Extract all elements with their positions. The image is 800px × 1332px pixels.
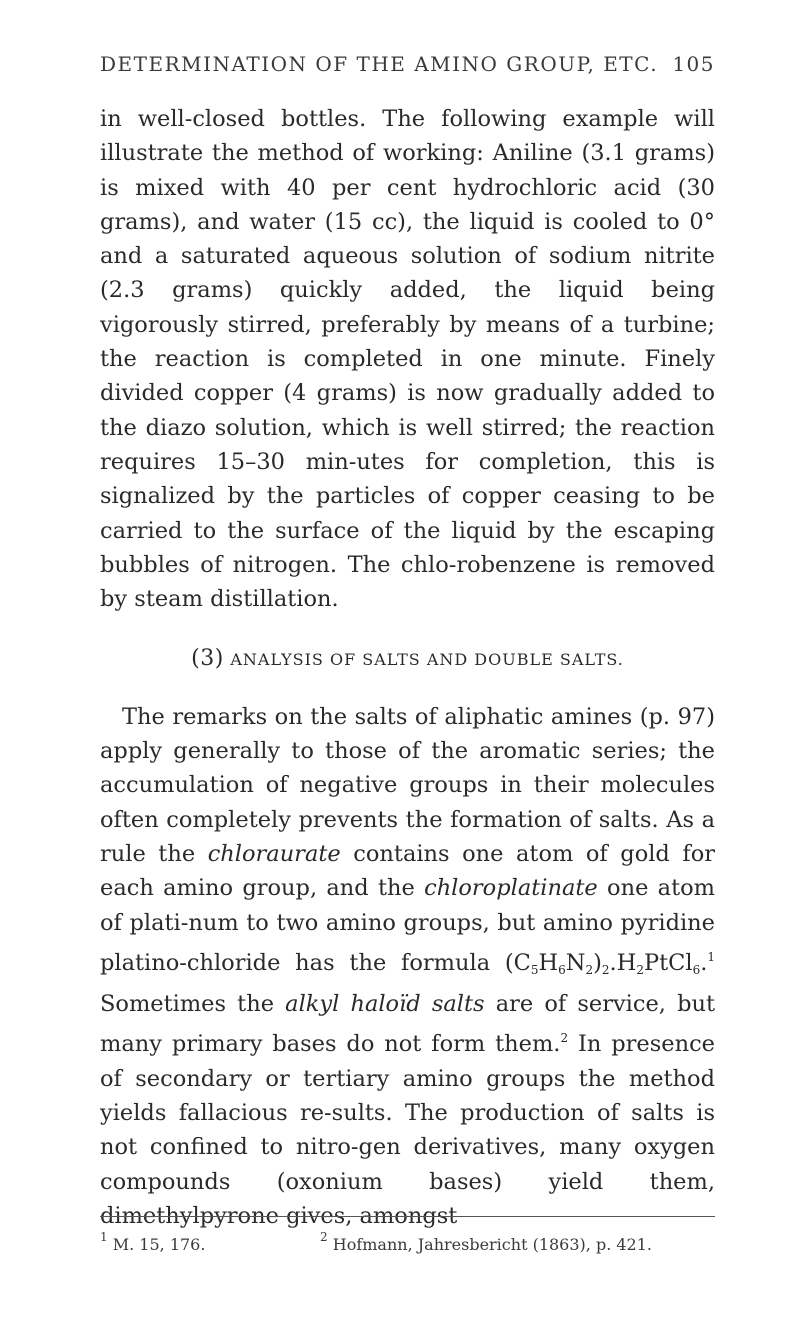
subscript: 5 bbox=[530, 962, 539, 977]
footnote-ref-1: 1 bbox=[707, 949, 715, 964]
section-heading bbox=[100, 642, 715, 677]
text-run: H bbox=[538, 949, 559, 976]
text-run: one atom of plati-num to two amino groups, but amino pyridine platino-chloride has the formula (C bbox=[100, 875, 715, 976]
text-run: are of service, but many primary bases do not form them. bbox=[100, 991, 715, 1058]
section-number: (3) bbox=[191, 646, 224, 672]
body-text bbox=[100, 102, 715, 1233]
footnote-mark: 1 bbox=[100, 1230, 108, 1244]
text-run: PtCl bbox=[643, 949, 693, 976]
subscript: 2 bbox=[585, 962, 594, 977]
text-run: The remarks on the salts of aliphatic amines (p. 97) apply generally to those of the aromatic series; the accumulation of negative groups in their molecules often completely prevents the formation of salts. As a rule the bbox=[100, 703, 715, 867]
running-header bbox=[100, 52, 715, 76]
footnote-1 bbox=[100, 1230, 320, 1254]
subscript: 2 bbox=[601, 962, 610, 977]
subscript: 2 bbox=[636, 962, 644, 977]
text-run: Sometimes the bbox=[100, 991, 275, 1018]
text-run: In presence of secondary or tertiary amino groups the method yields fallacious re-sults. The production of salts is not confined to nitro-gen derivatives, many oxygen compounds (oxonium bases) yield them, dimethylpyrone gives, amongst bbox=[100, 1031, 715, 1229]
footnote-2 bbox=[320, 1230, 652, 1254]
text-run: .H bbox=[609, 949, 637, 976]
text-run: contains one atom of gold for each amino group, and the bbox=[100, 840, 716, 902]
footnote-divider bbox=[100, 1216, 715, 1217]
footnotes bbox=[100, 1230, 715, 1254]
subscript: 6 bbox=[692, 962, 701, 977]
term-alkyl-haloid: alkyl haloïd salts bbox=[285, 991, 485, 1018]
subscript: 6 bbox=[558, 962, 566, 977]
header-title: DETERMINATION OF THE AMINO GROUP, ETC. bbox=[100, 52, 659, 76]
page-number: 105 bbox=[672, 52, 715, 76]
footnote-text: M. 15, 176. bbox=[112, 1235, 206, 1254]
paragraph-1: in well-closed bottles. The following example will illustrate the method of working: Aniline (3.1 grams) is mixed with 40 per cent hydrochloric acid (30 grams), and water (15 cc), the liquid is cooled to 0° and a saturated aqueous solution of sodium nitrite (2.3 grams) quickly added, the liquid being vigorously stirred, preferably by means of a turbine; the reaction is completed in one minute. Finely divided copper (4 grams) is now gradually added to the diazo solution, which is well stirred; the reaction requires 15–30 min-utes for completion, this is signalized by the particles of copper ceasing to be carried to the surface of the liquid by the escaping bubbles of nitrogen. The chlo-robenzene is removed by steam distillation. bbox=[100, 106, 715, 613]
term-chloroplatinate: chloroplatinate bbox=[424, 875, 598, 902]
footnote-ref-2: 2 bbox=[560, 1031, 569, 1046]
section-title: ANALYSIS OF SALTS AND DOUBLE SALTS. bbox=[230, 650, 624, 670]
footnote-text: Hofmann, Jahresbericht (1863), p. 421. bbox=[332, 1235, 652, 1254]
paragraph-2: The remarks on the salts of aliphatic amines (p. 97) apply generally to those of the aromatic series; the accumulation of negative groups in their molecules often completely prevents the formation of salts. As a rule the chloraurate contains one atom of gold for each amino group, and the chloroplatinate one atom of plati-num to two amino groups, but amino pyridine platino-chloride has the formula $(C_5H_6N_2)_2.H_2PtCl_6.^1$ Sometimes the alkyl haloïd salts are of service, but many primary bases do not form them.$^2$ In presence of secondary or tertiary amino groups the method yields fallacious re-sults. The production of salts is not confined to nitro-gen derivatives, many oxygen compounds (oxonium bases) yield them, dimethylpyrone gives, amongst bbox=[100, 703, 716, 1229]
term-chloraurate: chloraurate bbox=[207, 840, 341, 867]
footnote-mark: 2 bbox=[320, 1230, 328, 1244]
text-run: N bbox=[565, 949, 586, 976]
page bbox=[100, 52, 715, 1233]
text-run: ) bbox=[593, 949, 602, 976]
